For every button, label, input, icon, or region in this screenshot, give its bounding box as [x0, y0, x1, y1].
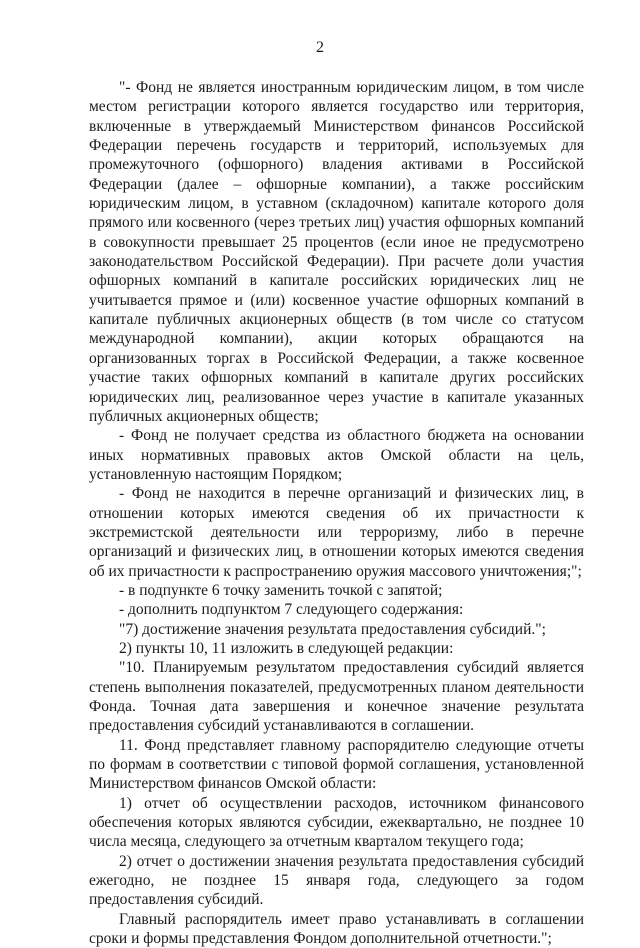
paragraph-offshore-condition: "- Фонд не является иностранным юридическим лицом, в том числе местом регистрации которого является государство или территория, включенные в утверждаемый Министерством финансов Российской Федерации перечень государств и территорий, используемых для промежуточного (офшорного) владения активами в Российской Федерации (далее – офшорные компании), а также российским юридическим лицом, в уставном (складочном) капитале которого доля прямого или косвенного (через третьих лиц) участия офшорных компаний в совокупности превышает 25 процентов (если иное не предусмотрено законодательством Российской Федерации). При расчете доли участия офшорных компаний в капитале российских юридических лиц не учитывается прямое и (или) косвенное участие офшорных компаний в капитале публичных акционерных обществ (в том числе со статусом международной компании), акции которых обращаются на организованных торгах в Российской Федерации, а также косвенное участие таких офшорных компаний в капитале других российских юридических лиц, реализованное через участие в капитале указанных публичных акционерных обществ; [89, 79, 584, 425]
paragraph-subpoint-6: - в подпункте 6 точку заменить точкой с запятой; [119, 581, 443, 599]
paragraph-points-10-11: 2) пункты 10, 11 изложить в следующей редакции: [119, 639, 454, 657]
page-number: 2 [316, 39, 324, 56]
paragraph-report-expenses: 1) отчет об осуществлении расходов, источником финансового обеспечения которых являются субсидии, ежеквартально, не позднее 10 числа месяца, следующего за отчетным кварталом текущего года; [89, 794, 584, 851]
document-body [89, 78, 584, 948]
paragraph-budget-condition: - Фонд не получает средства из областного бюджета на основании иных нормативных правовых актов Омской области на цель, установленную настоящим Порядком; [89, 427, 584, 483]
paragraph-report-result: 2) отчет о достижении значения результата предоставления субсидий ежегодно, не позднее 15 января года, следующего за годом предоставления субсидий. [89, 852, 584, 909]
paragraph-point-11: 11. Фонд представляет главному распорядителю следующие отчеты по формам в соответствии с типовой формой соглашения, установленной Министерством финансов Омской области: [89, 736, 584, 793]
paragraph-add-subpoint-7: - дополнить подпунктом 7 следующего содержания: [119, 601, 464, 619]
paragraph-extremism-condition: - Фонд не находится в перечне организаций и физических лиц, в отношении которых имеются сведения об их причастности к экстремистской деятельности или терроризму, либо в перечне организаций и физических лиц, в отношении которых имеются сведения об их причастности к распространению оружия массового уничтожения;"; [89, 485, 584, 580]
paragraph-subpoint-7-text: "7) достижение значения результата предоставления субсидий."; [119, 620, 546, 638]
paragraph-point-10: "10. Планируемым результатом предоставления субсидий является степень выполнения показателей, предусмотренных планом деятельности Фонда. Точная дата завершения и конечное значение результата предоставления субсидий устанавливаются в соглашении. [89, 659, 584, 735]
paragraph-additional-reporting: Главный распорядитель имеет право устанавливать в соглашении сроки и формы представления Фондом дополнительной отчетности."; [89, 910, 584, 948]
